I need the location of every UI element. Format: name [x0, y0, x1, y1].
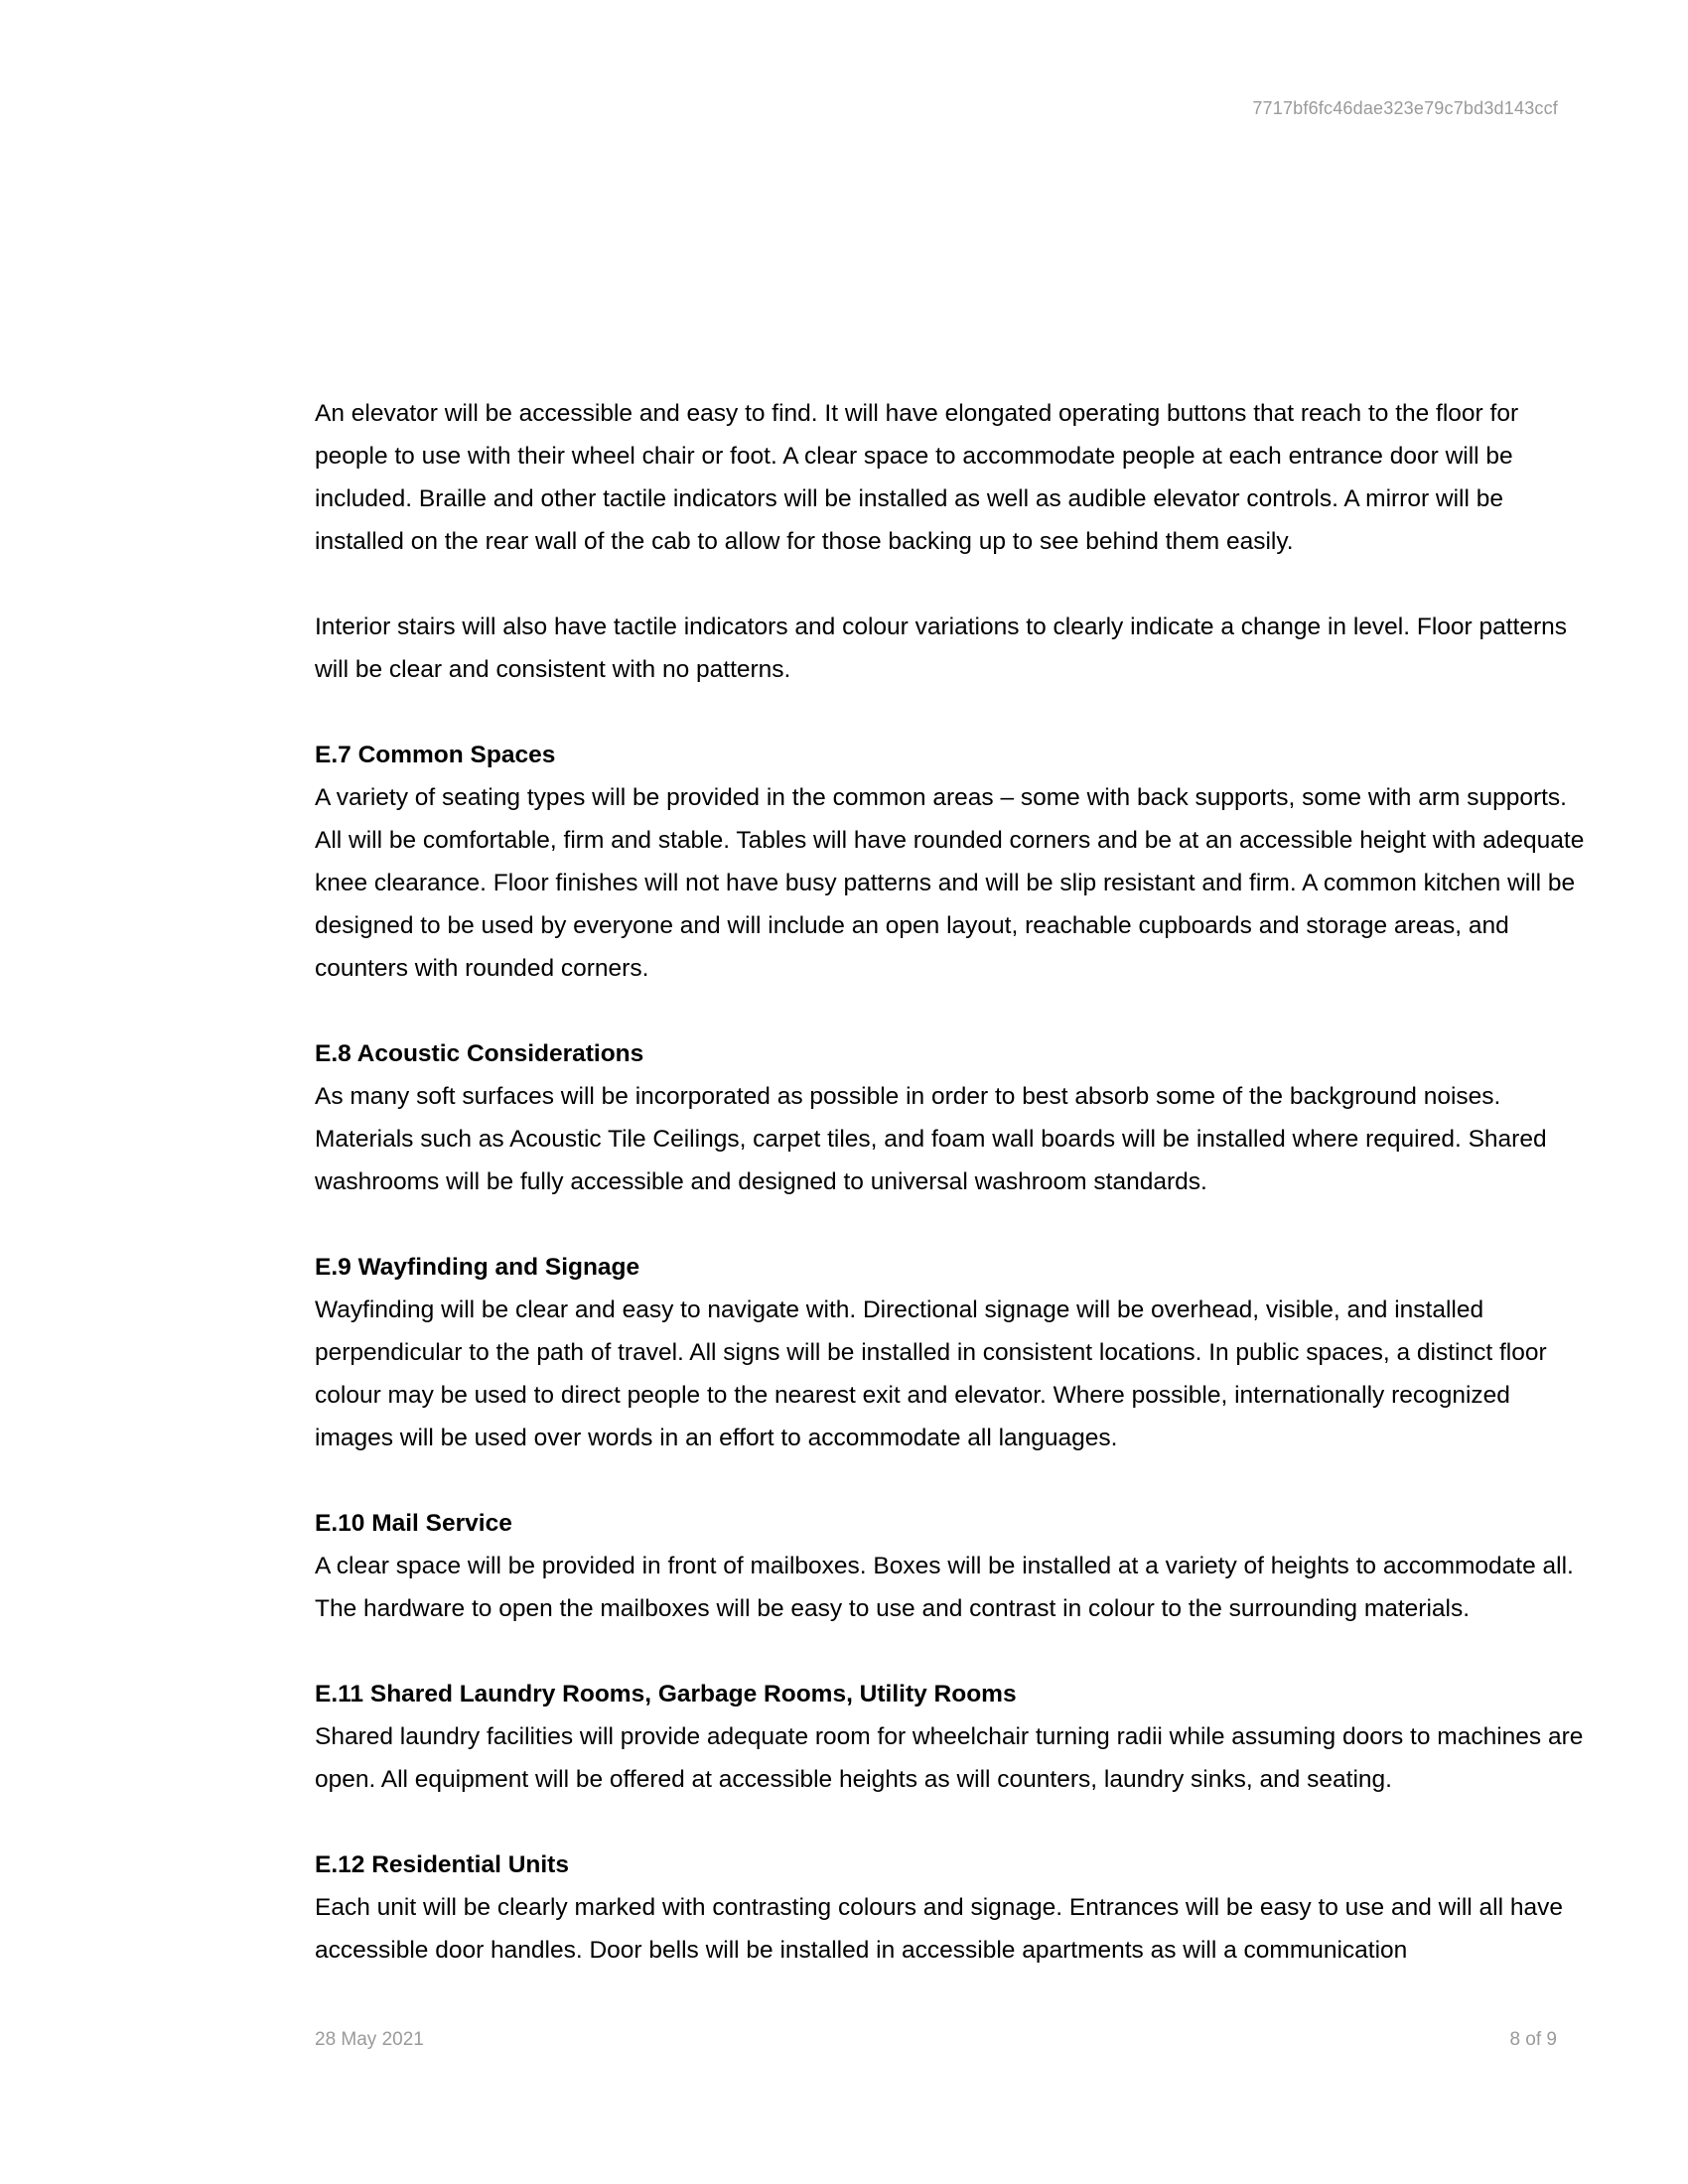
- section-residential-units: [315, 1843, 1591, 1972]
- section-mail-service: [315, 1502, 1591, 1630]
- section-heading: E.11 Shared Laundry Rooms, Garbage Rooms, Utility Rooms: [315, 1681, 1017, 1707]
- section-acoustic-considerations: [315, 1032, 1591, 1203]
- section-common-spaces: [315, 734, 1591, 990]
- section-wayfinding-signage: [315, 1246, 1591, 1459]
- section-heading: E.12 Residential Units: [315, 1851, 569, 1878]
- section-body: As many soft surfaces will be incorporated as possible in order to best absorb some of the background noises. Materials such as Acoustic Tile Ceilings, carpet tiles, and foam wall boards will be installed where required. Shared washrooms will be fully accessible and designed to universal washroom standards.: [315, 1083, 1547, 1195]
- page-content: [315, 392, 1591, 2014]
- section-body: Each unit will be clearly marked with contrasting colours and signage. Entrances will be easy to use and will all have accessible door handles. Door bells will be installed in accessible apartments as will a communication: [315, 1894, 1563, 1964]
- section-shared-laundry-rooms: [315, 1673, 1591, 1801]
- paragraph-interior-stairs: Interior stairs will also have tactile indicators and colour variations to clearly indicate a change in level. Floor patterns will be clear and consistent with no patterns.: [315, 614, 1568, 683]
- section-heading: E.7 Common Spaces: [315, 742, 556, 768]
- section-heading: E.9 Wayfinding and Signage: [315, 1254, 640, 1281]
- section-body: Shared laundry facilities will provide adequate room for wheelchair turning radii while assuming doors to machines are open. All equipment will be offered at accessible heights as will counters, laundry sinks, and seating.: [315, 1723, 1584, 1793]
- paragraph-elevator: An elevator will be accessible and easy to find. It will have elongated operating buttons that reach to the floor for people to use with their wheel chair or foot. A clear space to accommodate people at each entrance door will be included. Braille and other tactile indicators will be installed as well as audible elevator controls. A mirror will be installed on the rear wall of the cab to allow for those backing up to see behind them easily.: [315, 400, 1519, 555]
- document-id: 7717bf6fc46dae323e79c7bd3d143ccf: [1252, 98, 1558, 118]
- section-heading: E.10 Mail Service: [315, 1510, 512, 1537]
- footer-page-number: 8 of 9: [1509, 2029, 1557, 2050]
- section-body: Wayfinding will be clear and easy to navigate with. Directional signage will be overhead, visible, and installed perpendicular to the path of travel. All signs will be installed in consistent locations. In public spaces, a distinct floor colour may be used to direct people to the nearest exit and elevator. Where possible, internationally recognized images will be used over words in an effort to accommodate all languages.: [315, 1297, 1547, 1451]
- section-heading: E.8 Acoustic Considerations: [315, 1040, 644, 1067]
- section-body: A variety of seating types will be provided in the common areas – some with back supports, some with arm supports. All will be comfortable, firm and stable. Tables will have rounded corners and be at an accessible height with adequate knee clearance. Floor finishes will not have busy patterns and will be slip resistant and firm. A common kitchen will be designed to be used by everyone and will include an open layout, reachable cupboards and storage areas, and counters with rounded corners.: [315, 784, 1585, 982]
- section-body: A clear space will be provided in front of mailboxes. Boxes will be installed at a variety of heights to accommodate all. The hardware to open the mailboxes will be easy to use and contrast in colour to the surrounding materials.: [315, 1553, 1574, 1622]
- footer-date: 28 May 2021: [315, 2029, 424, 2050]
